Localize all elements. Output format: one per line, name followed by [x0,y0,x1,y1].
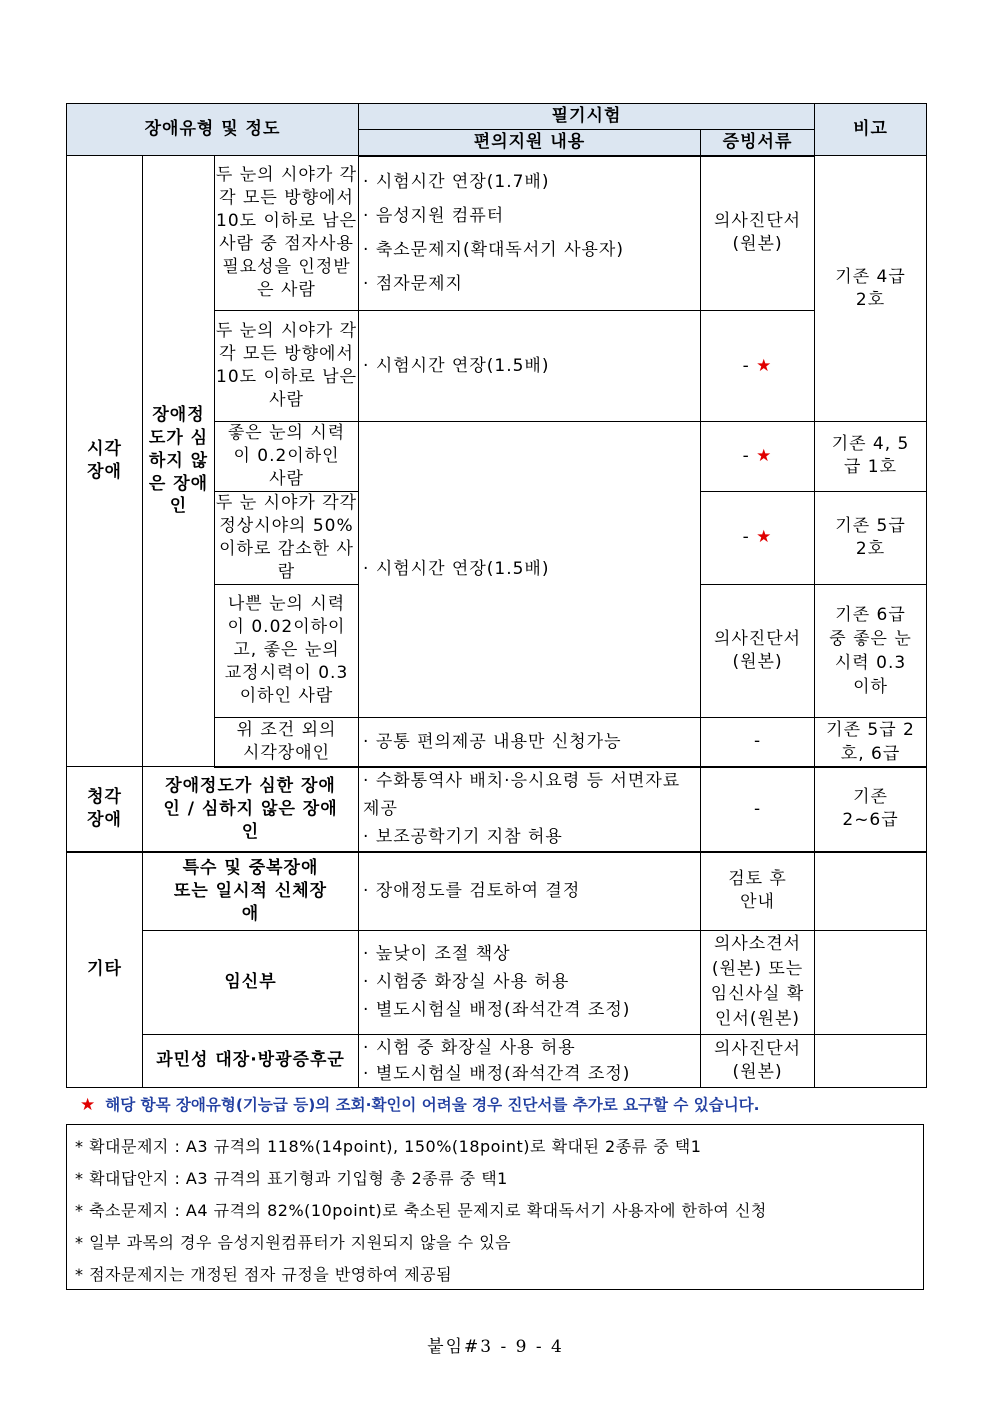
support-cell: · 수화통역사 배치·응시요령 등 서면자료 제공 · 보조공학기기 지참 허용 [359,767,701,853]
remark-cell: 기존 4급 2호 [815,156,927,422]
category-hearing: 청각장애 [67,767,143,853]
category-visual: 시각장애 [67,156,143,767]
remark-cell [815,852,927,930]
header-support: 편의지원 내용 [359,130,701,156]
page-number: 붙임#3 - 9 - 4 [427,1337,564,1357]
footnote-item: * 확대문제지 : A3 규격의 118%(14point), 150%(18point)로 확대된 2종류 중 택1 [75,1137,702,1156]
document-cell: - ★ [701,311,815,422]
accommodation-table [66,103,927,1088]
document-cell: 의사진단서(원본) [701,584,815,717]
other-type: 임신부 [143,930,359,1034]
condition-cell: 위 조건 외의 시각장애인 [215,717,359,767]
support-cell: · 시험시간 연장(1.5배) [359,422,701,718]
remark-cell: 기존 4, 5급 1호 [815,422,927,492]
document-cell: 의사진단서(원본) [701,1034,815,1087]
category-other: 기타 [67,852,143,1087]
condition-cell: 두 눈 시야가 각각 정상시야의 50% 이하로 감소한 사람 [215,491,359,584]
star-icon: ★ [80,1095,96,1115]
document-cell: 의사진단서(원본) [701,156,815,311]
remark-cell: 기존 5급 2호 [815,491,927,584]
star-note [80,1093,920,1115]
support-cell: · 장애정도를 검토하여 결정 [359,852,701,930]
document-cell: - [701,717,815,767]
support-cell: · 시험시간 연장(1.5배) [359,311,701,422]
footnote-item: * 축소문제지 : A4 규격의 82%(10point)로 축소된 문제지로 확대독서기 사용자에 한하여 신청 [75,1201,767,1220]
star-icon: ★ [756,445,773,466]
star-note-text: 해당 항목 장애유형(기능급 등)의 조회·확인이 어려울 경우 진단서를 추가로 요구할 수 있습니다. [105,1096,760,1114]
star-icon: ★ [756,355,773,376]
support-cell: · 공통 편의제공 내용만 신청가능 [359,717,701,767]
footnote-item: * 일부 과목의 경우 음성지원컴퓨터가 지원되지 않을 수 있음 [75,1233,512,1252]
footnote-item: * 점자문제지는 개정된 점자 규정을 반영하여 제공됨 [75,1265,453,1284]
remark-cell [815,1034,927,1087]
condition-cell: 두 눈의 시야가 각각 모든 방향에서 10도 이하로 남은 사람 [215,311,359,422]
other-type: 특수 및 중복장애 또는 일시적 신체장애 [143,852,359,930]
hearing-degree: 장애정도가 심한 장애인 / 심하지 않은 장애인 [143,767,359,853]
remark-cell: 기존 6급 중 좋은 눈 시력 0.3 이하 [815,584,927,717]
support-cell: · 높낮이 조절 책상 · 시험중 화장실 사용 허용 · 별도시험실 배정(좌석간격 조정) [359,930,701,1034]
other-type: 과민성 대장·방광증후군 [143,1034,359,1087]
support-cell: · 시험시간 연장(1.7배) · 음성지원 컴퓨터 · 축소문제지(확대독서기 사용자) · 점자문제지 [359,156,701,311]
remark-cell: 기존 2~6급 [815,767,927,853]
support-cell: · 시험 중 화장실 사용 허용 · 별도시험실 배정(좌석간격 조정) [359,1034,701,1087]
footnote-item: * 확대답안지 : A3 규격의 표기형과 기입형 총 2종류 중 택1 [75,1169,508,1188]
star-icon: ★ [756,527,773,548]
document-cell: 의사소견서(원본) 또는 임신사실 확인서(원본) [701,930,815,1034]
header-written-exam: 필기시험 [359,104,815,130]
document-cell: 검토 후 안내 [701,852,815,930]
header-type-degree: 장애유형 및 정도 [67,104,359,156]
remark-cell [815,930,927,1034]
document-cell: - [701,767,815,853]
remark-cell: 기존 5급 2호, 6급 [815,717,927,767]
condition-cell: 두 눈의 시야가 각각 모든 방향에서 10도 이하로 남은사람 중 점자사용 필요성을 인정받은 사람 [215,156,359,311]
header-documents: 증빙서류 [701,130,815,156]
condition-cell: 나쁜 눈의 시력이 0.02이하이고, 좋은 눈의 교정시력이 0.3이하인 사람 [215,584,359,717]
footnote-box [66,1124,924,1290]
document-cell: - ★ [701,491,815,584]
header-remarks: 비고 [815,104,927,156]
visual-degree: 장애정도가 심하지 않은 장애인 [143,156,215,767]
condition-cell: 좋은 눈의 시력이 0.2이하인 사람 [215,422,359,492]
document-cell: - ★ [701,422,815,492]
